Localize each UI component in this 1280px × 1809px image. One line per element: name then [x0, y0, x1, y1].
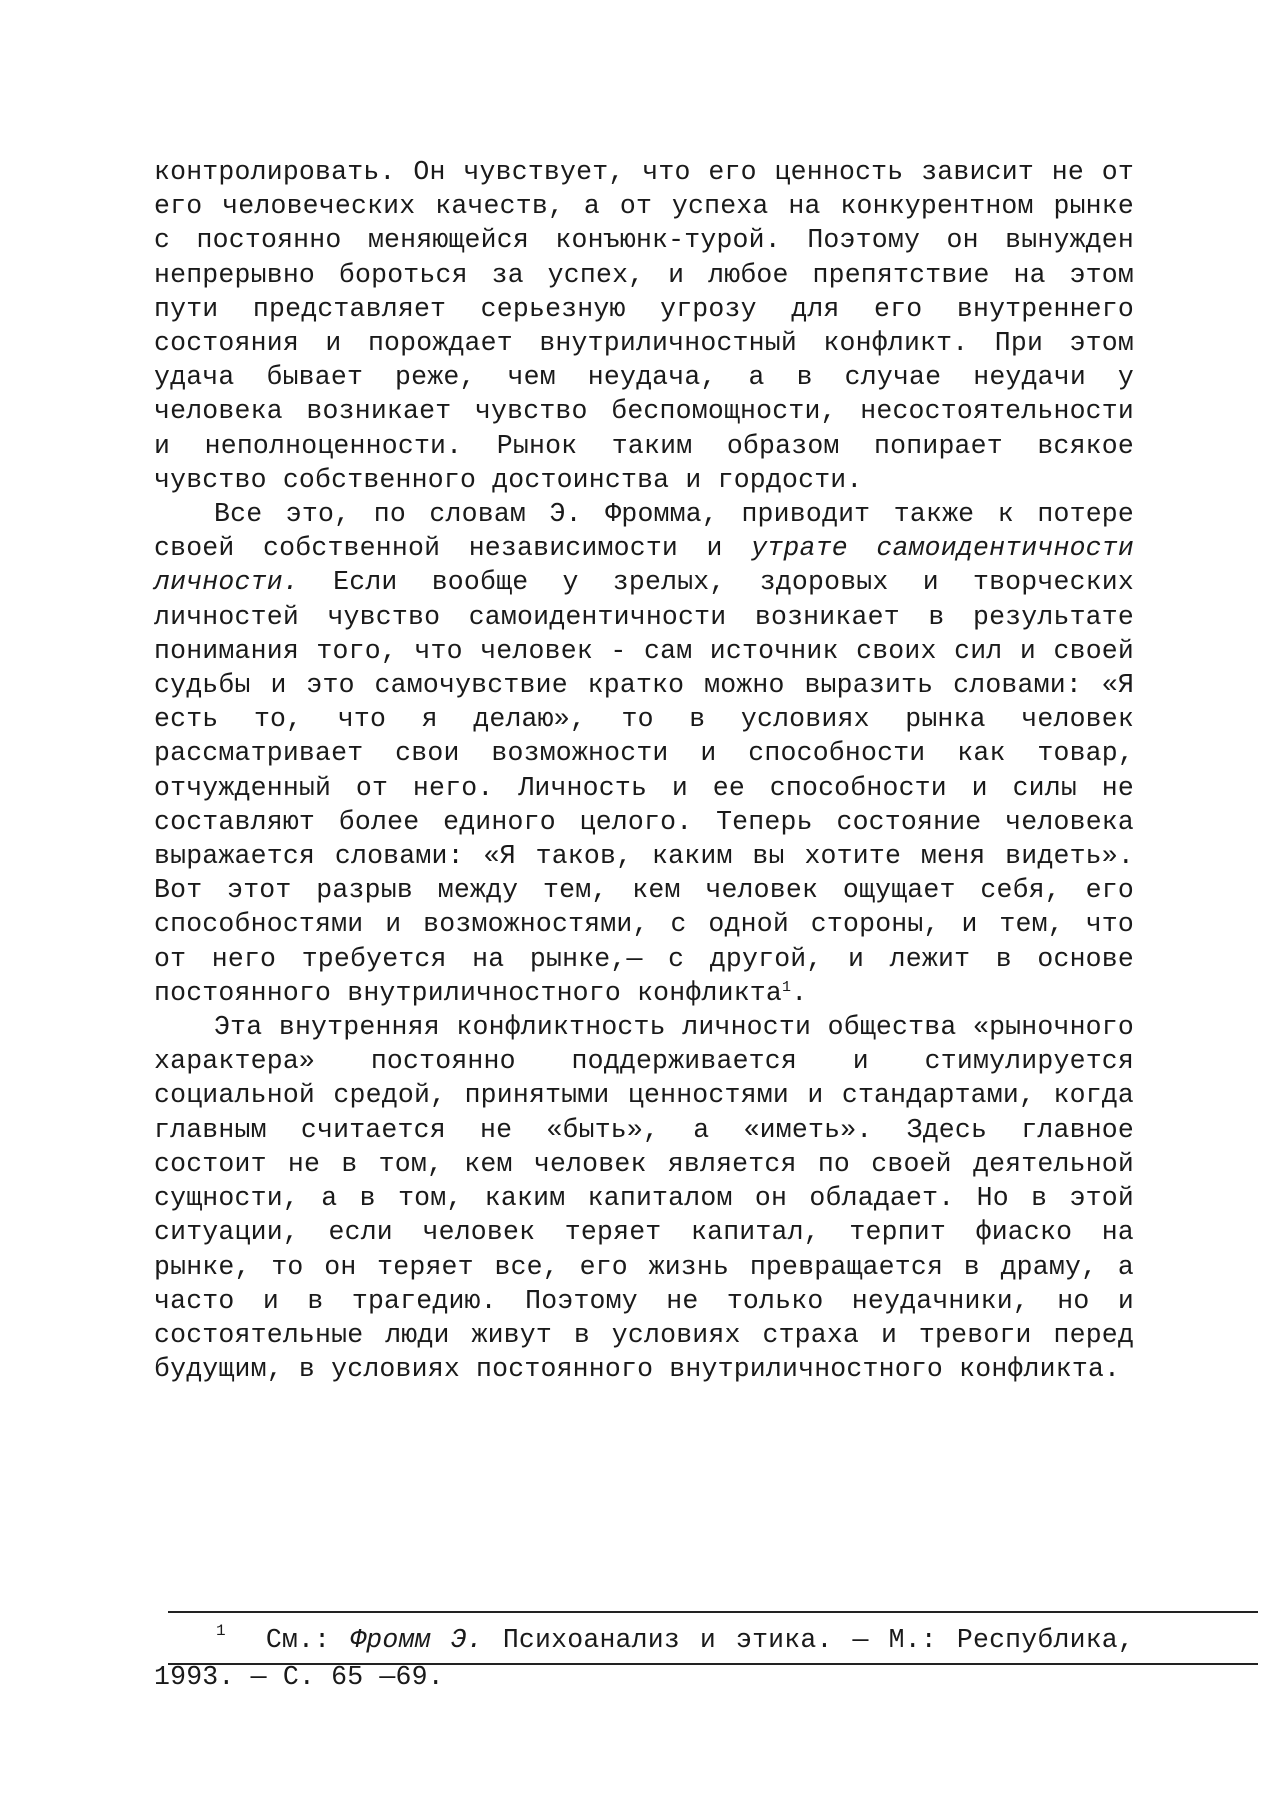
paragraph-2-text-b: Если вообще у зрелых, здоровых и творческих личностей чувство самоидентичности возникает в результате понимания того, что человек - сам источник своих сил и своей судьбы и это самочувствие кратко можно выразить словами: «Я есть то, что я делаю», то в условиях рынка человек рассматривает свои возможности и способности как товар, отчужденный от него. Личность и ее способности и силы не составляют более единого целого. Теперь состояние человека выражается словами: «Я таков, каким вы хотите меня видеть». Вот этот разрыв между тем, кем человек ощущает себя, его способностями и возможностями, с одной стороны, и тем, что от него требуется на рынке,— с другой, и лежит в основе постоянного внутриличностного конфликта: [154, 567, 1134, 1008]
footnote-mark: 1: [216, 1622, 226, 1640]
paragraph-1-text: контролировать. Он чувствует, что его ценность зависит не от его человеческих качеств, а от успеха на конкурентном рынке с постоянно меняющейся конъюнк-турой. Поэтому он вынужден непрерывно бороться за успех, и любое препятствие на этом пути представляет серьезную угрозу для его внутреннего состояния и порождает внутриличностный конфликт. При этом удача бывает реже, чем неудача, а в случае неудачи у человека возникает чувство беспомощности, несостоятельности и неполноценности. Рынок таким образом попирает всякое чувство собственного достоинства и гордости.: [154, 157, 1134, 495]
paragraph-2-end: .: [791, 977, 808, 1008]
paragraph-2: [154, 497, 1134, 1010]
paragraph-1: [154, 155, 1134, 497]
footnote-rest: Психоанализ и этика. — М.: Республика, 1993. — С. 65 —69.: [154, 1625, 1134, 1692]
footnote-reference[interactable]: 1: [782, 978, 792, 996]
footnote-prefix: См.:: [265, 1625, 351, 1655]
document-body: [154, 155, 1134, 1386]
footnote-author: Фромм Э.: [350, 1625, 483, 1655]
paragraph-3: [154, 1010, 1134, 1386]
paragraph-2-italic: утрате самоидентичности личности.: [154, 533, 1134, 598]
paragraph-2-text-a: Все это, по словам Э. Фромма, приводит также к потере своей собственной независимости и: [154, 499, 1134, 564]
footnote: [154, 1622, 1134, 1696]
footnote-separator-top: [168, 1611, 1258, 1613]
paragraph-3-text: Эта внутренняя конфликтность личности общества «рыночного характера» постоянно поддерживается и стимулируется социальной средой, принятыми ценностями и стандартами, когда главным считается не «быть», а «иметь». Здесь главное состоит не в том, кем человек является по своей деятельной сущности, а в том, каким капиталом он обладает. Но в этой ситуации, если человек теряет капитал, терпит фиаско на рынке, то он теряет все, его жизнь превращается в драму, а часто и в трагедию. Поэтому не только неудачники, но и состоятельные люди живут в условиях страха и тревоги перед будущим, в условиях постоянного внутриличностного конфликта.: [154, 1012, 1134, 1385]
